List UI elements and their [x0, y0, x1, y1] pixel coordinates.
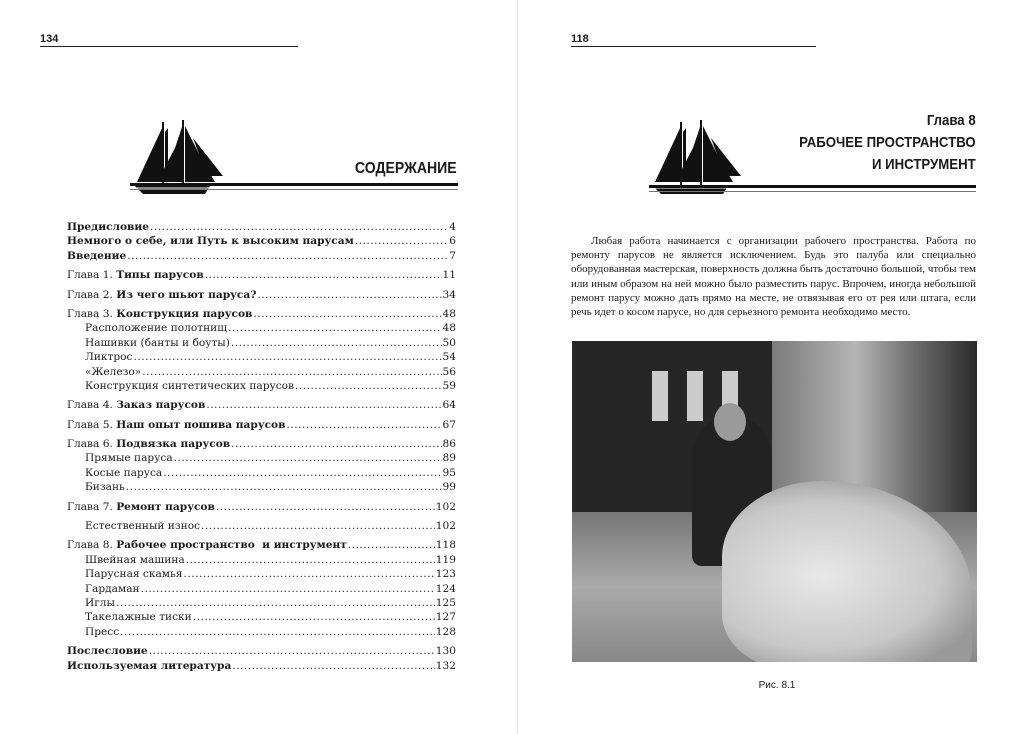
- chapter-heading: [799, 110, 976, 176]
- toc-leader-dots: [163, 467, 441, 479]
- toc-leader-dots: [184, 568, 435, 580]
- toc-title: Гардаман: [85, 582, 140, 595]
- sailing-ship-logo: [135, 118, 227, 198]
- toc-title: Швейная машина: [85, 553, 185, 566]
- toc-page-number: 64: [442, 399, 456, 412]
- toc-leader-dots: [257, 289, 441, 301]
- toc-page-number: 59: [442, 379, 456, 392]
- toc-title: Немного о себе, или Путь к высоким парусам: [67, 235, 354, 248]
- toc-leader-dots: [149, 645, 435, 657]
- toc-page-number: 6: [449, 235, 456, 248]
- toc-title: Наш опыт пошива парусов: [116, 418, 286, 431]
- toc-page-number: 132: [435, 659, 456, 672]
- toc-title: Иглы: [85, 596, 115, 609]
- left-page: [0, 0, 517, 734]
- heading-rule: [649, 185, 976, 188]
- toc-page-number: 34: [442, 288, 456, 301]
- toc-entry: [67, 366, 456, 380]
- table-of-contents: [67, 221, 456, 674]
- toc-entry: [67, 438, 456, 452]
- toc-entry: [67, 235, 456, 249]
- toc-title: Послесловие: [67, 645, 148, 658]
- chapter-title-line1: РАБОЧЕЕ ПРОСТРАНСТВО: [799, 134, 976, 151]
- toc-page-number: 89: [442, 452, 456, 465]
- heading-rule-thin: [649, 191, 976, 192]
- toc-page-number: 4: [449, 221, 456, 233]
- toc-page-number: 123: [435, 568, 456, 581]
- toc-leader-dots: [355, 235, 448, 247]
- toc-title: Из чего шьют паруса?: [116, 288, 257, 301]
- toc-chapter-prefix: Глава 6.: [67, 438, 117, 451]
- toc-entry: [67, 221, 456, 235]
- toc-leader-dots: [126, 481, 442, 493]
- toc-entry: [67, 645, 456, 659]
- figure-photo-sailmaker: [572, 341, 977, 662]
- toc-title: Бизань: [85, 481, 125, 494]
- toc-entry: [67, 250, 456, 264]
- toc-leader-dots: [186, 554, 435, 566]
- toc-leader-dots: [120, 626, 435, 638]
- toc-title: Предисловие: [67, 221, 150, 233]
- toc-entry: [67, 452, 456, 466]
- toc-leader-dots: [133, 351, 441, 363]
- toc-page-number: 127: [435, 611, 456, 624]
- toc-page-number: 124: [435, 582, 456, 595]
- toc-entry: [67, 289, 456, 303]
- toc-leader-dots: [228, 322, 441, 334]
- body-paragraph: Любая работа начинается с организации рабочего пространства. Работа по ремонту парусов не является исключением. Будь это палуба или специально оборудованная мастерская, поверхность должна быть достаточно большой, чтобы тем или иным образом на ней можно было разместить парус. Впрочем, иногда небольшой ремонт парусу можно дать прямо на месте, не отвязывая его от рея или штага, если речь идет о косом парусе, но для серьезного ремонта необходимо место.: [571, 235, 976, 319]
- toc-page-number: 99: [442, 481, 456, 494]
- heading-rule: [130, 183, 458, 186]
- toc-entry: [67, 626, 456, 640]
- toc-entry: [67, 501, 456, 515]
- toc-entry: [67, 269, 456, 283]
- toc-chapter-prefix: Глава 5.: [67, 418, 117, 431]
- toc-page-number: 50: [442, 336, 456, 349]
- toc-page-number: 125: [435, 596, 456, 609]
- toc-leader-dots: [232, 660, 434, 672]
- toc-title: Расположение полотнищ: [85, 322, 228, 335]
- toc-entry: [67, 539, 456, 553]
- toc-chapter-prefix: Глава 2.: [67, 288, 117, 301]
- toc-page-number: 11: [442, 269, 456, 282]
- toc-entry: [67, 583, 456, 597]
- toc-leader-dots: [253, 308, 441, 320]
- toc-title: Естественный износ: [85, 520, 201, 533]
- page-number: 118: [571, 33, 589, 45]
- page-number: 134: [40, 33, 59, 45]
- toc-title: Введение: [67, 249, 127, 262]
- toc-entry: [67, 380, 456, 394]
- toc-page-number: 130: [435, 645, 456, 658]
- toc-entry: [67, 467, 456, 481]
- toc-heading: СОДЕРЖАНИЕ: [355, 160, 457, 177]
- toc-title: Используемая литература: [67, 659, 232, 672]
- toc-page-number: 86: [442, 438, 456, 451]
- toc-leader-dots: [348, 539, 435, 551]
- toc-leader-dots: [150, 221, 448, 233]
- toc-title: Нашивки (банты и боуты): [85, 336, 230, 349]
- photo-window: [652, 371, 668, 421]
- header-rule: [40, 46, 298, 47]
- toc-leader-dots: [127, 250, 448, 262]
- toc-entry: [67, 554, 456, 568]
- toc-entry: [67, 481, 456, 495]
- toc-entry: [67, 568, 456, 582]
- toc-leader-dots: [216, 501, 435, 513]
- toc-leader-dots: [142, 366, 441, 378]
- toc-title: Рабочее пространство и инструмент: [116, 539, 347, 552]
- toc-page-number: 54: [442, 351, 456, 364]
- toc-title: Заказ парусов: [116, 399, 206, 412]
- toc-chapter-prefix: Глава 7.: [67, 500, 117, 513]
- toc-entry: [67, 308, 456, 322]
- chapter-title-line2: И ИНСТРУМЕНТ: [872, 156, 976, 173]
- toc-entry: [67, 351, 456, 365]
- toc-entry: [67, 322, 456, 336]
- toc-leader-dots: [295, 380, 442, 392]
- heading-rule-thin: [130, 189, 458, 190]
- toc-leader-dots: [206, 399, 441, 411]
- toc-title: Типы парусов: [116, 269, 204, 282]
- toc-page-number: 128: [435, 625, 456, 638]
- toc-page-number: 102: [435, 520, 456, 533]
- toc-title: Косые паруса: [85, 466, 163, 479]
- toc-entry: [67, 337, 456, 351]
- toc-chapter-prefix: Глава 4.: [67, 399, 117, 412]
- toc-chapter-prefix: Глава 8.: [67, 539, 117, 552]
- toc-leader-dots: [205, 269, 442, 281]
- toc-page-number: 56: [442, 365, 456, 378]
- toc-entry: [67, 520, 456, 534]
- toc-chapter-prefix: Глава 1.: [67, 269, 117, 282]
- toc-title: Конструкция синтетических парусов: [85, 379, 294, 392]
- right-page: [517, 0, 1035, 734]
- photo-head: [714, 403, 746, 441]
- toc-leader-dots: [231, 337, 442, 349]
- toc-page-number: 118: [435, 539, 456, 552]
- toc-title: Подвязка парусов: [116, 438, 231, 451]
- toc-leader-dots: [201, 520, 435, 532]
- toc-leader-dots: [116, 597, 435, 609]
- figure-caption: Рис. 8.1: [758, 680, 796, 691]
- toc-entry: [67, 399, 456, 413]
- toc-chapter-prefix: Глава 3.: [67, 307, 117, 320]
- toc-page-number: 67: [442, 418, 456, 431]
- toc-title: Такелажные тиски: [85, 611, 192, 624]
- toc-leader-dots: [231, 438, 441, 450]
- toc-leader-dots: [287, 419, 442, 431]
- toc-leader-dots: [174, 452, 442, 464]
- toc-page-number: 48: [442, 322, 456, 335]
- toc-title: «Железо»: [85, 365, 142, 378]
- toc-title: Конструкция парусов: [116, 307, 253, 320]
- chapter-label: Глава 8: [927, 112, 976, 129]
- toc-entry: [67, 660, 456, 674]
- toc-page-number: 95: [442, 466, 456, 479]
- photo-sail: [722, 481, 972, 662]
- toc-title: Ликтрос: [85, 351, 133, 364]
- toc-entry: [67, 611, 456, 625]
- header-rule: [571, 46, 816, 47]
- toc-page-number: 119: [435, 553, 456, 566]
- toc-leader-dots: [193, 611, 435, 623]
- toc-entry: [67, 597, 456, 611]
- toc-page-number: 7: [449, 249, 456, 262]
- toc-title: Парусная скамья: [85, 568, 183, 581]
- toc-entry: [67, 419, 456, 433]
- toc-title: Ремонт парусов: [116, 500, 215, 513]
- photo-window: [687, 371, 703, 421]
- toc-leader-dots: [141, 583, 435, 595]
- toc-page-number: 48: [442, 307, 456, 320]
- toc-title: Прямые паруса: [85, 452, 173, 465]
- toc-title: Пресс: [85, 625, 120, 638]
- toc-page-number: 102: [435, 500, 456, 513]
